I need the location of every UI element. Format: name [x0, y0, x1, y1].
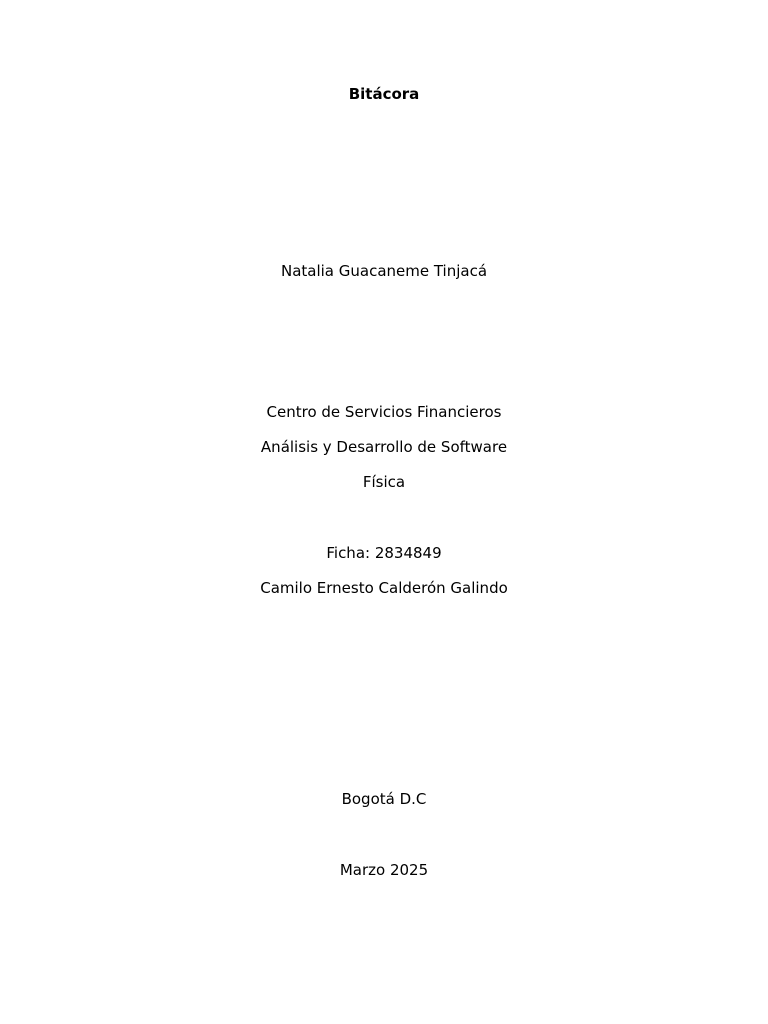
institution-center: Centro de Servicios Financieros	[266, 403, 502, 421]
program-name: Análisis y Desarrollo de Software	[260, 438, 508, 456]
document-title: Bitácora	[348, 85, 420, 103]
author-name: Natalia Guacaneme Tinjacá	[280, 262, 488, 280]
document-date: Marzo 2025	[339, 861, 429, 879]
instructor-name: Camilo Ernesto Calderón Galindo	[260, 579, 508, 597]
subject-name: Física	[362, 473, 406, 491]
ficha-number: Ficha: 2834849	[326, 544, 442, 562]
city-name: Bogotá D.C	[341, 790, 427, 808]
